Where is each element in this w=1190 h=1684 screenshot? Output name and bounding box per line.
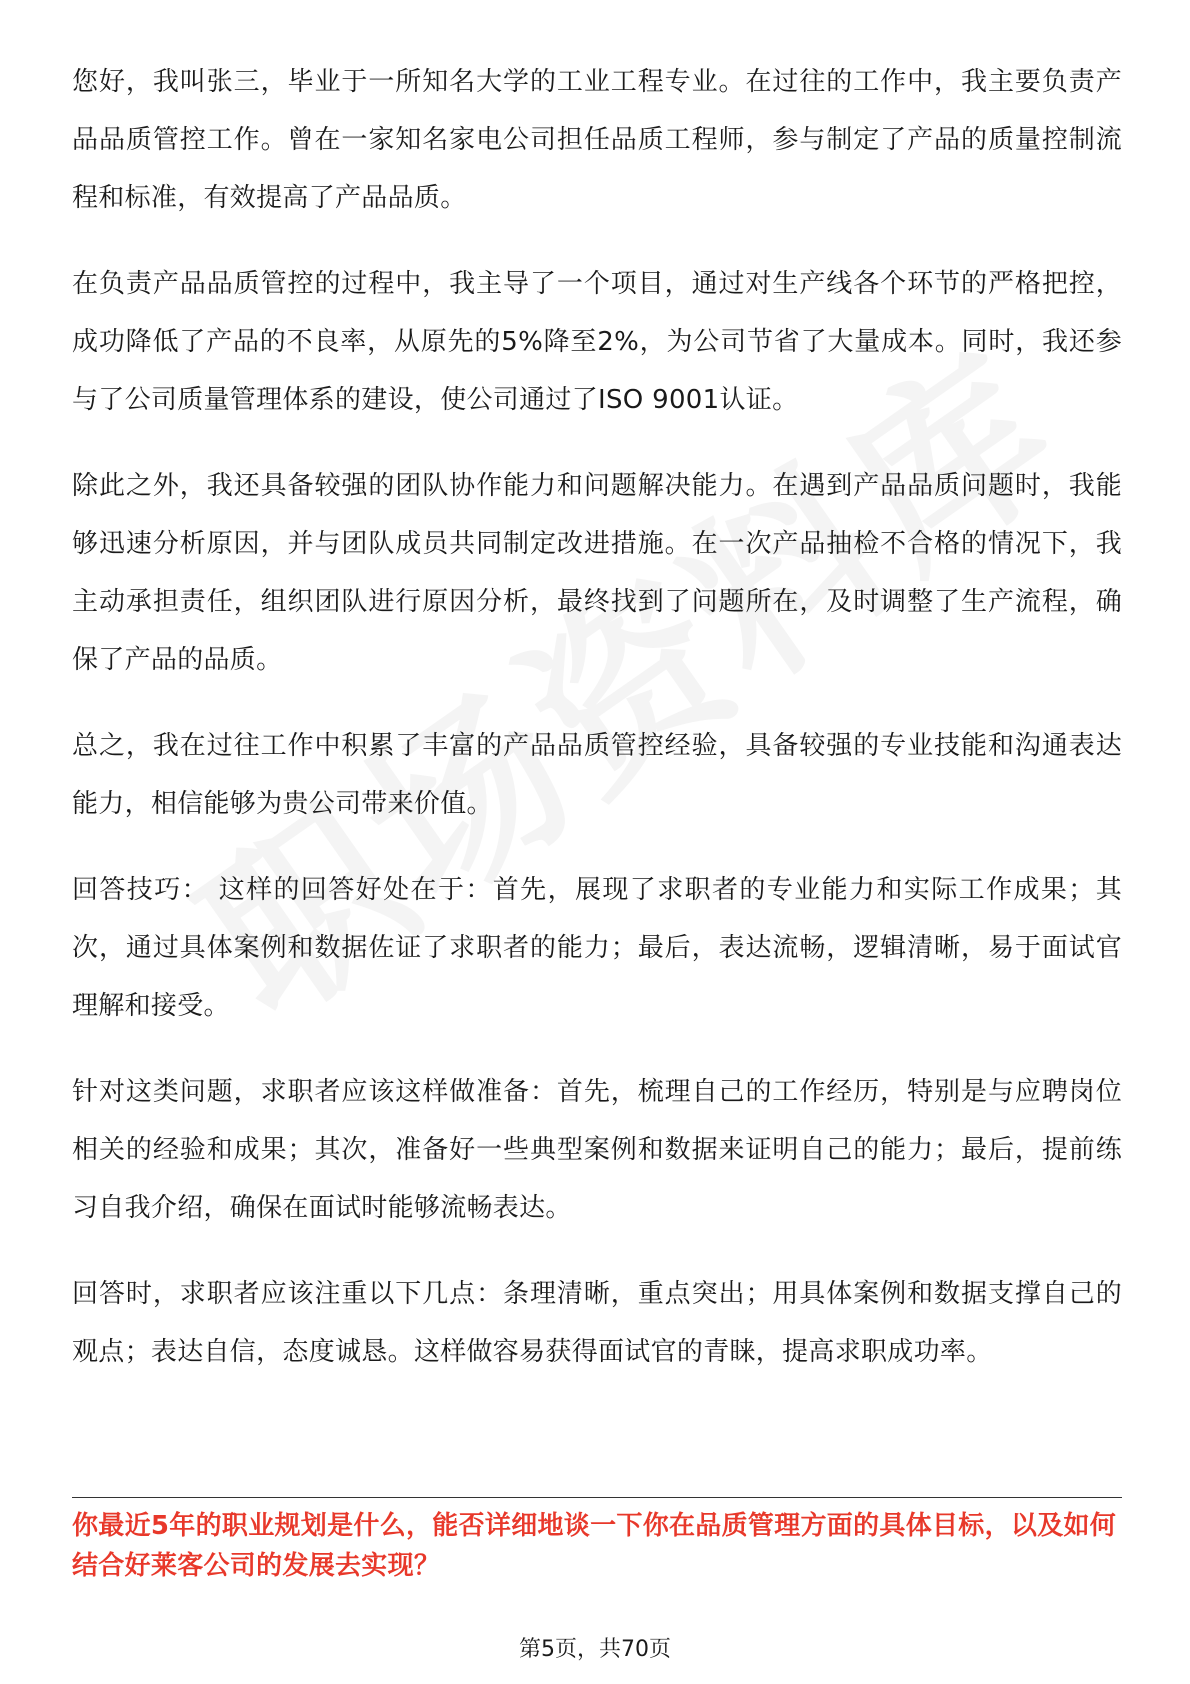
section-divider bbox=[72, 1497, 1122, 1498]
paragraph-intro: 您好，我叫张三，毕业于一所知名大学的工业工程专业。在过往的工作中，我主要负责产品品质管控工作。曾在一家知名家电公司担任品质工程师，参与制定了产品的质量控制流程和标准，有效提高了产品品质。 bbox=[72, 67, 1122, 213]
paragraph-tips: 回答技巧： 这样的回答好处在于：首先，展现了求职者的专业能力和实际工作成果；其次，通过具体案例和数据佐证了求职者的能力；最后，表达流畅，逻辑清晰，易于面试官理解和接受。 bbox=[72, 875, 1122, 1021]
paragraph-summary: 总之，我在过往工作中积累了丰富的产品品质管控经验，具备较强的专业技能和沟通表达能力，相信能够为贵公司带来价值。 bbox=[72, 731, 1122, 819]
paragraph-preparation: 针对这类问题，求职者应该这样做准备：首先，梳理自己的工作经历，特别是与应聘岗位相关的经验和成果；其次，准备好一些典型案例和数据来证明自己的能力；最后，提前练习自我介绍，确保在面试时能够流畅表达。 bbox=[72, 1077, 1122, 1223]
paragraph-teamwork: 除此之外，我还具备较强的团队协作能力和问题解决能力。在遇到产品品质问题时，我能够迅速分析原因，并与团队成员共同制定改进措施。在一次产品抽检不合格的情况下，我主动承担责任，组织团队进行原因分析，最终找到了问题所在，及时调整了生产流程，确保了产品的品质。 bbox=[72, 471, 1122, 675]
page-number: 第5页，共70页 bbox=[519, 1637, 671, 1662]
next-question: 你最近5年的职业规划是什么，能否详细地谈一下你在品质管理方面的具体目标，以及如何结合好莱客公司的发展去实现？ bbox=[72, 1511, 1117, 1581]
document-body bbox=[72, 53, 1122, 1409]
paragraph-project: 在负责产品品质管控的过程中，我主导了一个项目，通过对生产线各个环节的严格把控，成功降低了产品的不良率，从原先的5%降至2%，为公司节省了大量成本。同时，我还参与了公司质量管理体系的建设，使公司通过了ISO 9001认证。 bbox=[72, 269, 1122, 415]
paragraph-answer-points: 回答时，求职者应该注重以下几点：条理清晰，重点突出；用具体案例和数据支撑自己的观点；表达自信，态度诚恳。这样做容易获得面试官的青睐，提高求职成功率。 bbox=[72, 1279, 1122, 1367]
